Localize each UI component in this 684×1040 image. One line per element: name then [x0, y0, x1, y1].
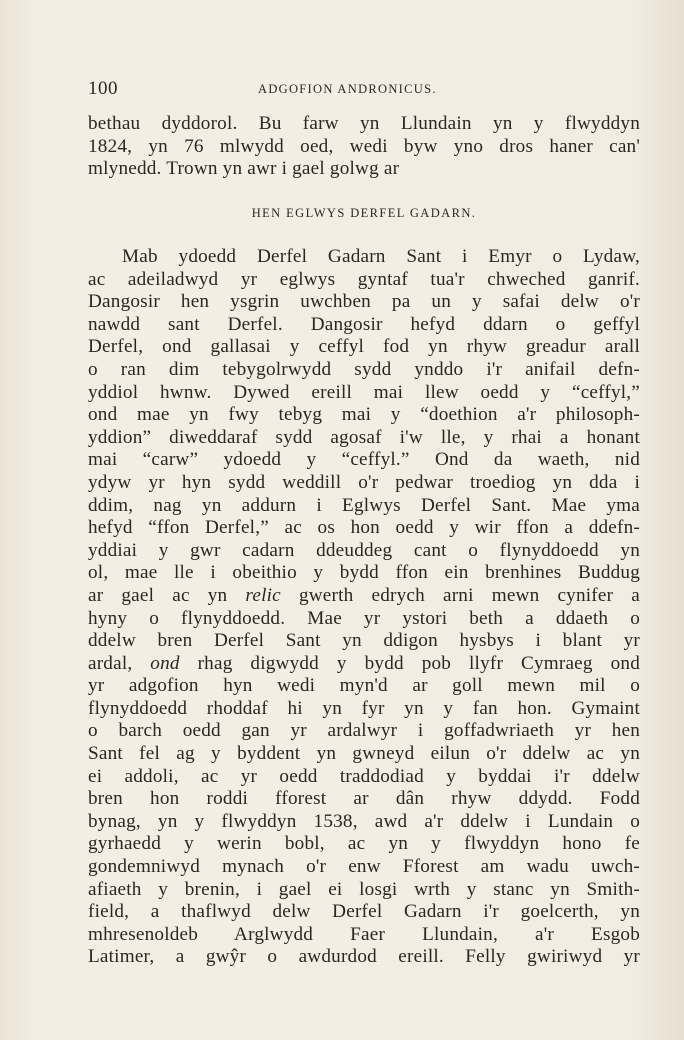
- intro-paragraph: [88, 113, 640, 181]
- text-line: yddiol hwnw. Dywed ereill mai llew oedd y “ceffyl,”: [88, 381, 640, 403]
- section-heading: HEN EGLWYS DERFEL GADARN.: [251, 206, 477, 220]
- text-line: ardal, ond rhag digwydd y bydd pob llyfr Cymraeg ond: [88, 652, 640, 674]
- text-line: 1824, yn 76 mlwydd oed, wedi byw yno dros haner can': [88, 135, 640, 157]
- text-line: Dangosir hen ysgrin uwchben pa un y safai delw o'r: [88, 291, 640, 313]
- text-line: Mab ydoedd Derfel Gadarn Sant i Emyr o Lydaw,: [122, 246, 640, 267]
- text-line: yr adgofion hyn wedi myn'd ar goll mewn mil o: [88, 675, 640, 697]
- page-number: 100: [88, 78, 118, 99]
- text-line: mai “carw” ydoedd y “ceffyl.” Ond da waeth, nid: [88, 449, 640, 471]
- text-line: Latimer, a gwŷr o awdurdod ereill. Felly gwiriwyd yr: [88, 946, 640, 968]
- text-line: Sant fel ag y byddent yn gwneyd eilun o'r ddelw ac yn: [88, 743, 640, 765]
- text-line: mlynedd. Trown yn awr i gael golwg ar: [88, 158, 400, 180]
- text-line: o barch oedd gan yr ardalwyr i goffadwriaeth yr hen: [88, 720, 640, 742]
- text-line: ddim, nag yn addurn i Eglwys Derfel Sant. Mae yma: [88, 494, 640, 516]
- text-line: bethau dyddorol. Bu farw yn Llundain yn y flwyddyn: [88, 113, 640, 134]
- text-line: gyrhaedd y werin bobl, ac yn y flwyddyn hono fe: [88, 833, 640, 855]
- text-line: afiaeth y brenin, i gael ei losgi wrth y stanc yn Smith-: [88, 878, 640, 900]
- text-line: ei addoli, ac yr oedd traddodiad y byddai i'r ddelw: [88, 765, 640, 787]
- text-line: hefyd “ffon Derfel,” ac os hon oedd y wir ffon a ddefn-: [88, 517, 640, 539]
- main-paragraph: [88, 246, 640, 969]
- text-line: ol, mae lle i obeithio y bydd ffon ein brenhines Buddug: [88, 562, 640, 584]
- running-head: [88, 78, 640, 100]
- text-line: bynag, yn y flwyddyn 1538, awd a'r ddelw i Lundain o: [88, 810, 640, 832]
- text-line: ond mae yn fwy tebyg mai y “doethion a'r philosoph-: [88, 404, 640, 426]
- text-line: ac adeiladwyd yr eglwys gyntaf tua'r chweched ganrif.: [88, 268, 640, 290]
- text-line: yddion” diweddaraf sydd agosaf i'w lle, y rhai a honant: [88, 426, 640, 448]
- text-line: ydyw yr hyn sydd weddill o'r pedwar troediog yn dda i: [88, 471, 640, 493]
- text-line: hyny o flynyddoedd. Mae yr ystori beth a ddaeth o: [88, 607, 640, 629]
- text-line: ddelw bren Derfel Sant yn ddigon hysbys i blant yr: [88, 630, 640, 652]
- text-line: yddiai y gwr cadarn ddeuddeg cant o flynyddoedd yn: [88, 539, 640, 561]
- text-line: ar gael ac yn relic gwerth edrych arni mewn cynifer a: [88, 584, 640, 606]
- text-line: bren hon roddi fforest ar dân rhyw ddydd. Fodd: [88, 788, 640, 810]
- text-line: gondemniwyd mynach o'r enw Fforest am wadu uwch-: [88, 856, 640, 878]
- text-line: Derfel, ond gallasai y ceffyl fod yn rhyw greadur arall: [88, 336, 640, 358]
- text-line: mhresenoldeb Arglwydd Faer Llundain, a'r Esgob: [88, 923, 640, 945]
- running-title: ADGOFION ANDRONICUS.: [258, 82, 437, 96]
- text-line: nawdd sant Derfel. Dangosir hefyd ddarn o geffyl: [88, 313, 640, 335]
- text-line: field, a thaflwyd delw Derfel Gadarn i'r goelcerth, yn: [88, 901, 640, 923]
- text-line: o ran dim tebygolrwydd sydd ynddo i'r anifail defn-: [88, 358, 640, 380]
- text-line: flynyddoedd rhoddaf hi yn fyr yn y fan hon. Gymaint: [88, 697, 640, 719]
